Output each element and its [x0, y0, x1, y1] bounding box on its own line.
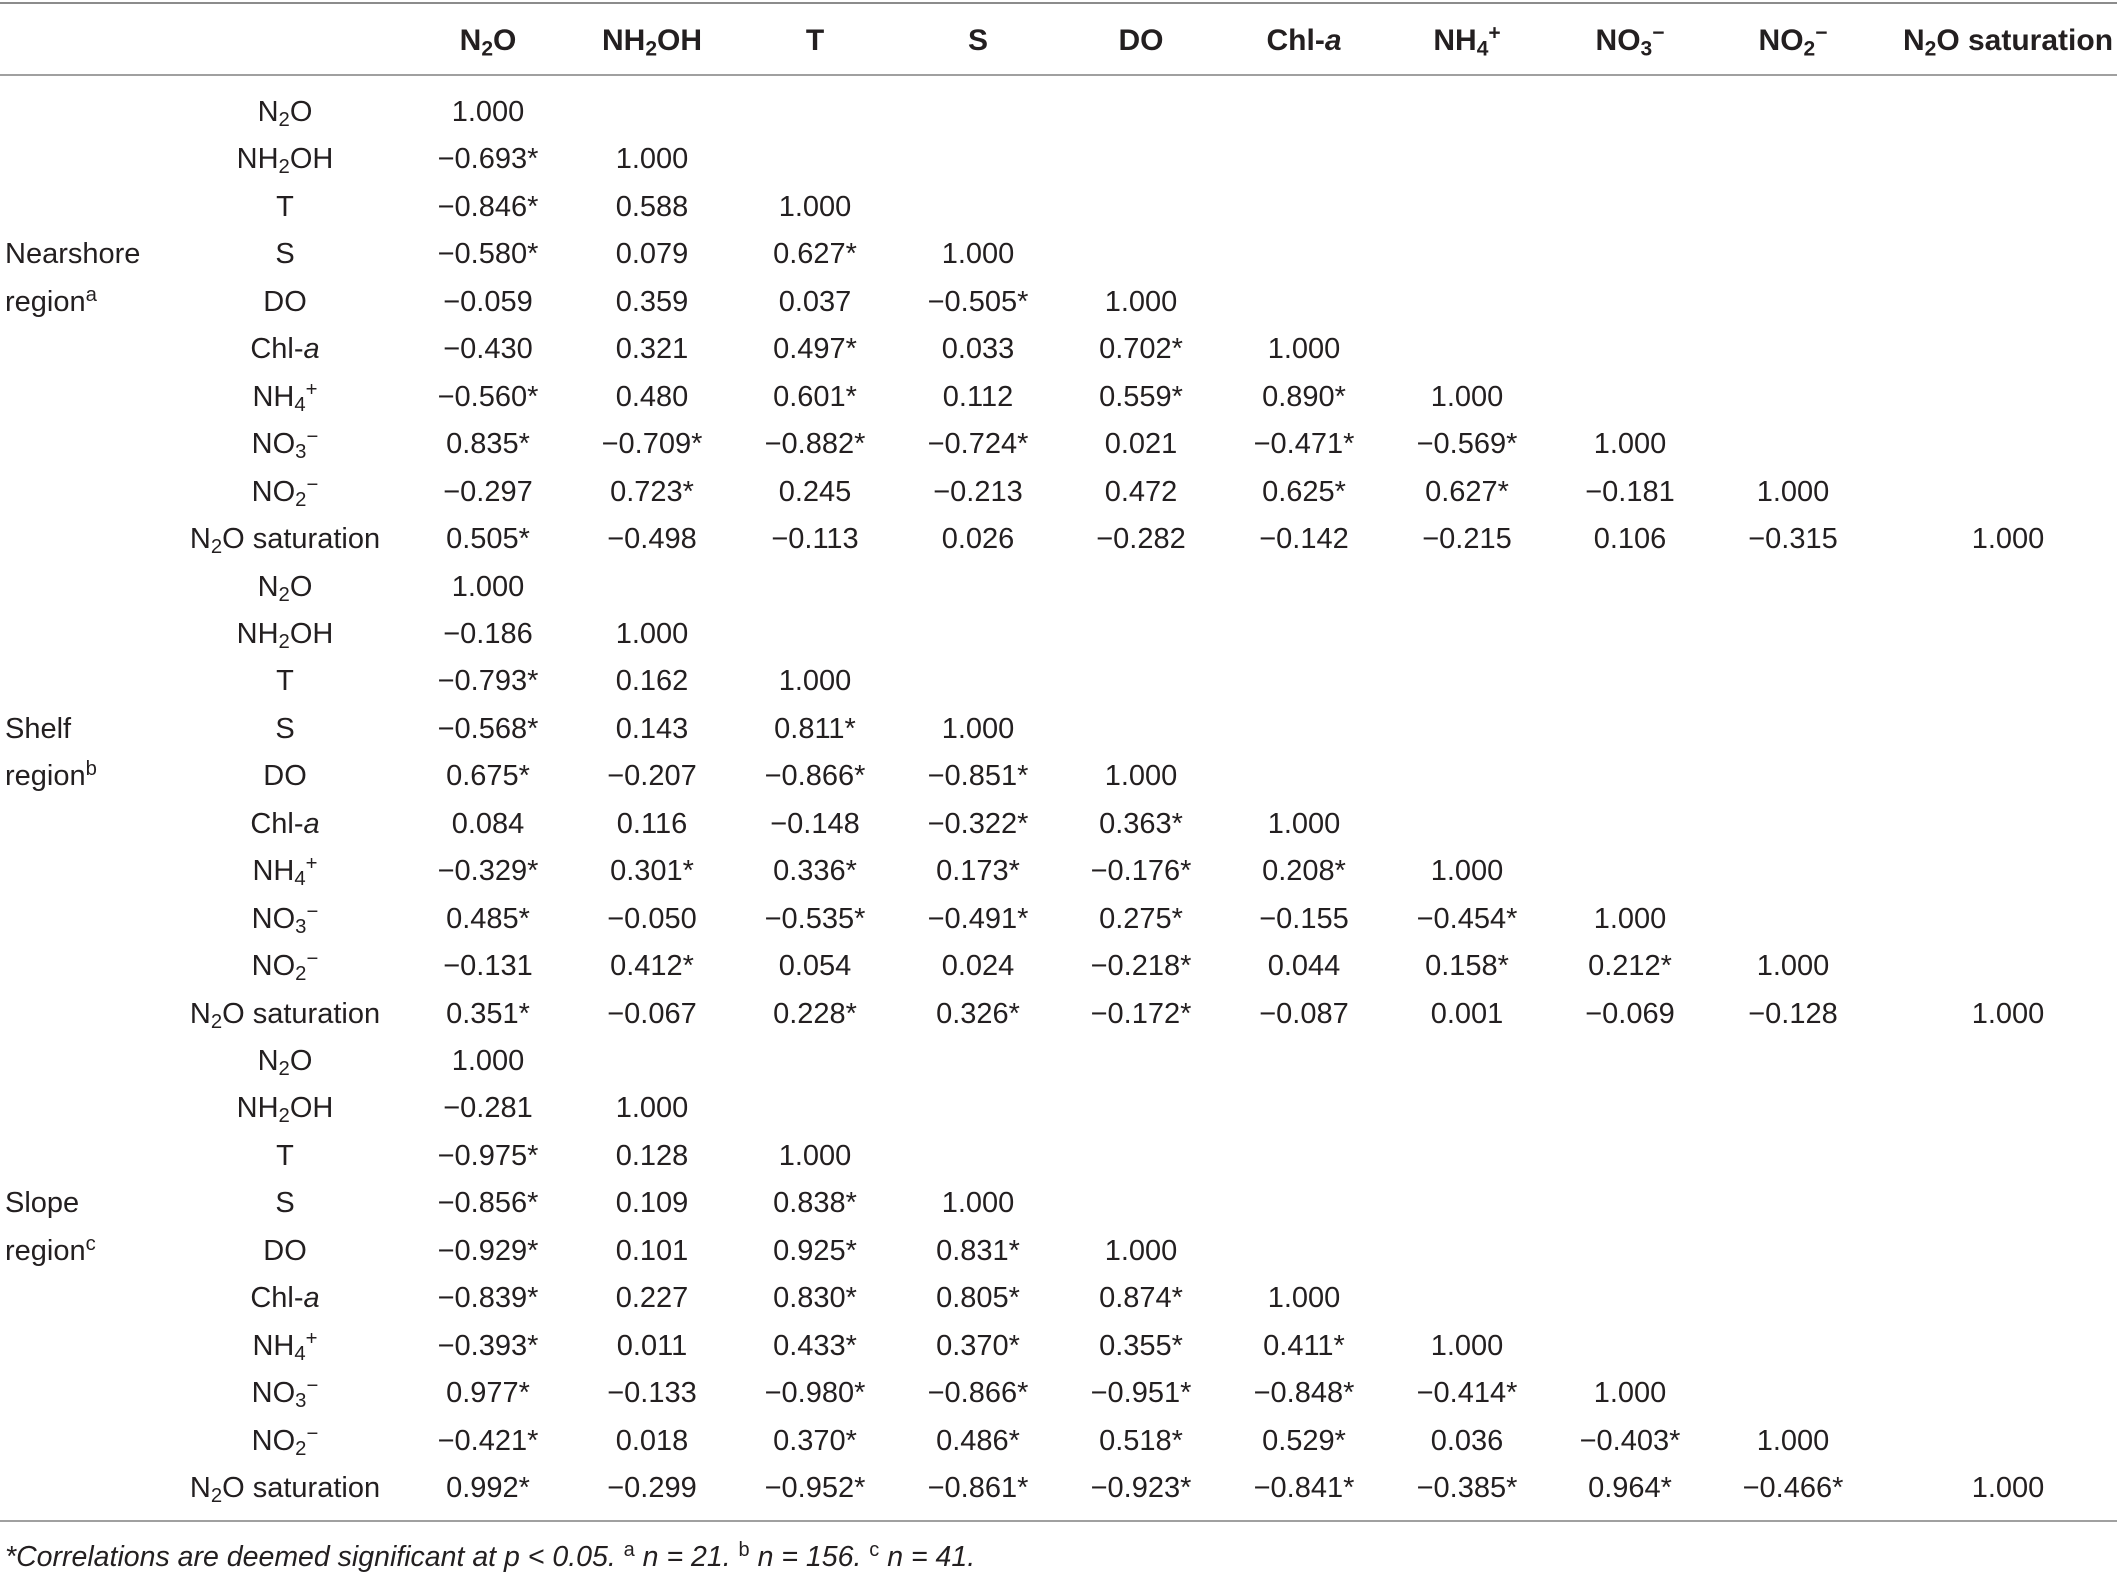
table-cell: 0.964* [1588, 1472, 1672, 1505]
table-cell: −0.218* [1090, 950, 1192, 983]
table-cell: −0.491* [927, 902, 1029, 935]
table-cell: 0.486* [936, 1424, 1020, 1457]
table-cell: 1.000 [1104, 760, 1178, 793]
row-label-nh4: $NH_4^+$ [252, 1327, 318, 1365]
row-label-no3: $NO_3^-$ [251, 900, 319, 938]
row-label-n2o: $N_2O$ [257, 96, 313, 132]
table-cell: 1.000 [941, 238, 1015, 271]
table-cell: −0.560* [437, 380, 539, 413]
footnote-a: n = 21. [642, 1541, 731, 1573]
table-cell: −0.841* [1253, 1472, 1355, 1505]
table-cell: 0.675* [446, 760, 530, 793]
column-header-chl-a: Chl-a [1266, 24, 1342, 57]
table-cell: 1.000 [451, 1045, 525, 1077]
table-cell: 0.208* [1262, 855, 1346, 888]
table-cell: 0.992* [446, 1472, 530, 1505]
table-cell: 1.000 [941, 1187, 1015, 1220]
table-cell: −0.133 [607, 1377, 697, 1410]
table-cell: −0.181 [1585, 475, 1675, 508]
row-label-nh2oh: $NH_2OH$ [236, 617, 334, 653]
row-label-nh4: $NH_4^+$ [252, 378, 318, 416]
table-cell: 0.559* [1099, 380, 1183, 413]
row-label-n2o: $N_2O$ [257, 570, 313, 606]
row-label-t: T [276, 190, 294, 223]
table-cell: 1.000 [1430, 855, 1504, 888]
table-cell: 0.890* [1262, 380, 1346, 413]
table-cell: 0.212* [1588, 950, 1672, 983]
table-cell: −0.980* [764, 1377, 866, 1410]
table-cell: −0.498 [607, 523, 697, 556]
table-cell: 1.000 [1593, 1377, 1667, 1410]
row-label-no3: $NO_3^-$ [251, 1375, 319, 1413]
table-cell: −0.281 [443, 1092, 533, 1125]
table-cell: −0.131 [443, 950, 533, 983]
row-label-no2: $NO_2^-$ [251, 947, 319, 986]
column-header-nh4: $NH_4^+$ [1433, 21, 1501, 61]
row-label-n2o-saturation: $N_2O$ saturation [189, 523, 381, 559]
table-cell: −0.087 [1259, 997, 1349, 1030]
table-cell: 0.702* [1099, 333, 1183, 366]
top-rule [0, 2, 2117, 4]
table-cell: −0.172* [1090, 997, 1192, 1030]
table-cell: 0.831* [936, 1234, 1020, 1267]
region-footnote-mark: b [85, 758, 97, 781]
table-cell: 0.805* [936, 1282, 1020, 1315]
table-cell: 0.101 [615, 1234, 689, 1267]
table-cell: 0.116 [616, 807, 688, 840]
row-label-do: DO [263, 1234, 307, 1267]
table-cell: −0.215 [1422, 523, 1512, 556]
footnote-significance: *Correlations are deemed significant at p < 0.05. [5, 1541, 616, 1573]
table-cell: −0.846* [437, 190, 539, 223]
row-label-no2: $NO_2^-$ [251, 473, 319, 511]
table-cell: 1.000 [778, 665, 852, 698]
table-cell: −0.297 [443, 475, 533, 508]
footnote-mark-c: c [869, 1539, 880, 1562]
row-label-chl-a: Chl-a [250, 333, 320, 366]
table-cell: 0.158* [1425, 950, 1509, 983]
row-label-s: S [275, 712, 295, 745]
column-header-n2o: $N_2O$ [459, 24, 517, 61]
table-cell: −0.329* [437, 855, 539, 888]
table-cell: −0.069 [1585, 997, 1675, 1030]
table-cell: 0.588 [615, 190, 689, 223]
table-cell: 0.143 [615, 712, 689, 745]
table-cell: 0.018 [615, 1424, 689, 1457]
table-cell: −0.568* [437, 712, 539, 745]
row-label-no2: $NO_2^-$ [251, 1422, 319, 1460]
table-cell: −0.385* [1416, 1472, 1518, 1505]
row-label-t: T [276, 1139, 294, 1172]
table-cell: 0.830* [773, 1282, 857, 1315]
region-footnote-mark: c [85, 1232, 96, 1255]
table-cell: −0.951* [1090, 1377, 1192, 1410]
table-cell: 0.874* [1099, 1282, 1183, 1315]
table-cell: −0.315 [1748, 523, 1838, 556]
table-cell: 1.000 [1267, 1282, 1341, 1315]
table-cell: 0.518* [1099, 1424, 1183, 1457]
table-cell: 0.472 [1104, 475, 1178, 508]
column-header-nh2oh: $NH_2OH$ [601, 24, 703, 61]
region-label: Slope region$^c$ [5, 1187, 96, 1267]
table-cell: 0.977* [446, 1377, 530, 1410]
table-cell: −0.693* [437, 143, 539, 176]
bottom-rule [0, 1520, 2117, 1522]
table-cell: 0.723* [610, 475, 694, 508]
table-cell: 1.000 [615, 143, 689, 176]
table-cell: 1.000 [1971, 1472, 2045, 1505]
table-cell: 0.037 [778, 285, 852, 318]
table-footnote [5, 1540, 975, 1574]
footnote-c: n = 41. [887, 1541, 976, 1573]
table-cell: −0.142 [1259, 523, 1349, 556]
table-cell: 0.321 [615, 333, 689, 366]
table-cell: 0.411* [1263, 1329, 1345, 1362]
table-cell: 1.000 [778, 1139, 852, 1172]
table-cell: −0.322* [927, 807, 1029, 840]
column-header-t: T [805, 24, 825, 57]
table-cell: 0.811* [774, 712, 856, 745]
table-cell: 0.359 [615, 285, 689, 318]
table-cell: 0.627* [773, 238, 857, 271]
table-cell: 1.000 [451, 96, 525, 128]
row-label-chl-a: Chl-a [250, 1282, 320, 1315]
table-cell: 0.497* [773, 333, 857, 366]
table-cell: −0.186 [443, 617, 533, 650]
table-cell: 0.925* [773, 1234, 857, 1267]
table-cell: 0.173* [936, 855, 1020, 888]
row-label-n2o-saturation: $N_2O$ saturation [189, 997, 381, 1033]
table-cell: 1.000 [1430, 380, 1504, 413]
table-cell: 0.838* [773, 1187, 857, 1220]
table-cell: 0.625* [1262, 475, 1346, 508]
table-cell: 1.000 [1756, 950, 1830, 983]
table-cell: −0.866* [927, 1377, 1029, 1410]
table-cell: 0.601* [773, 380, 857, 413]
table-cell: −0.848* [1253, 1377, 1355, 1410]
row-label-n2o: $N_2O$ [257, 1045, 313, 1081]
table-cell: −0.709* [601, 428, 703, 461]
row-label-t: T [276, 665, 294, 698]
table-cell: 0.112 [942, 380, 1014, 413]
table-cell: 0.084 [451, 807, 525, 840]
column-header-no3: $NO_3^-$ [1595, 21, 1665, 61]
table-cell: 1.000 [1756, 475, 1830, 508]
table-cell: 0.245 [778, 475, 852, 508]
table-cell: 0.370* [773, 1424, 857, 1457]
column-header-do: DO [1118, 24, 1164, 57]
table-cell: −0.067 [607, 997, 697, 1030]
table-cell: 0.529* [1262, 1424, 1346, 1457]
table-cell: −0.569* [1416, 428, 1518, 461]
table-cell: −0.113 [771, 523, 859, 556]
table-cell: 0.044 [1267, 950, 1341, 983]
table-cell: 0.505* [446, 523, 530, 556]
table-cell: 1.000 [1430, 1329, 1504, 1362]
table-cell: −0.952* [764, 1472, 866, 1505]
table-cell: 1.000 [1267, 807, 1341, 840]
row-label-s: S [275, 238, 295, 271]
table-cell: −0.580* [437, 238, 539, 271]
table-cell: −0.724* [927, 428, 1029, 461]
table-cell: −0.050 [607, 902, 697, 935]
table-cell: −0.430 [443, 333, 533, 366]
table-cell: 0.079 [615, 238, 689, 271]
row-label-nh2oh: $NH_2OH$ [236, 1092, 334, 1128]
table-cell: 1.000 [1756, 1424, 1830, 1457]
table-cell: 0.021 [1104, 428, 1178, 461]
table-cell: 0.336* [773, 855, 857, 888]
row-label-n2o-saturation: $N_2O$ saturation [189, 1472, 381, 1508]
table-cell: 0.351* [446, 997, 530, 1030]
header-rule [0, 74, 2117, 76]
table-cell: 0.227 [615, 1282, 689, 1315]
table-cell: −0.403* [1579, 1424, 1681, 1457]
table-cell: 0.355* [1099, 1329, 1183, 1362]
table-cell: −0.393* [437, 1329, 539, 1362]
table-cell: −0.421* [437, 1424, 539, 1457]
table-cell: 0.109 [615, 1187, 689, 1220]
table-cell: 1.000 [615, 1092, 689, 1125]
table-cell: −0.929* [437, 1234, 539, 1267]
footnote-mark-b: b [738, 1539, 750, 1562]
row-label-chl-a: Chl-a [250, 807, 320, 840]
table-cell: −0.851* [927, 760, 1029, 793]
table-cell: 0.026 [941, 523, 1015, 556]
row-label-do: DO [263, 285, 307, 318]
table-cell: 0.835* [446, 428, 530, 461]
table-cell: 0.433* [773, 1329, 857, 1362]
column-header-no2: $NO_2^-$ [1758, 21, 1828, 61]
table-cell: 1.000 [1971, 523, 2045, 556]
table-cell: −0.176* [1090, 855, 1192, 888]
table-cell: −0.128 [1748, 997, 1838, 1030]
table-cell: 0.036 [1430, 1424, 1504, 1457]
row-label-do: DO [263, 760, 307, 793]
table-cell: 1.000 [615, 617, 689, 650]
table-cell: −0.155 [1259, 902, 1349, 935]
region-label: Nearshore region$^a$ [5, 238, 141, 318]
table-cell: 1.000 [1593, 902, 1667, 935]
table-cell: 0.485* [446, 902, 530, 935]
row-label-nh2oh: $NH_2OH$ [236, 143, 334, 179]
table-cell: 0.128 [615, 1139, 689, 1172]
table-cell: −0.535* [764, 902, 866, 935]
table-cell: 0.011 [616, 1329, 688, 1362]
table-cell: 0.301* [610, 855, 694, 888]
table-cell: −0.282 [1096, 523, 1186, 556]
column-header-n2o-saturation: $N_2O$ saturation [1902, 24, 2114, 61]
table-cell: 1.000 [1593, 428, 1667, 461]
table-cell: −0.148 [770, 807, 860, 840]
table-cell: −0.505* [927, 285, 1029, 318]
table-cell: −0.454* [1416, 902, 1518, 935]
region-footnote-mark: a [85, 283, 97, 306]
table-cell: −0.866* [764, 760, 866, 793]
footnote-mark-a: a [623, 1539, 635, 1562]
table-cell: 1.000 [1267, 333, 1341, 366]
row-label-nh4: $NH_4^+$ [252, 853, 318, 891]
table-cell: 1.000 [778, 190, 852, 223]
table-cell: 0.326* [936, 997, 1020, 1030]
table-cell: −0.207 [607, 760, 697, 793]
table-cell: 1.000 [1104, 285, 1178, 318]
table-cell: 0.363* [1099, 807, 1183, 840]
table-cell: 0.033 [941, 333, 1015, 366]
table-cell: 1.000 [941, 712, 1015, 745]
table-cell: 0.412* [610, 950, 694, 983]
table-cell: −0.856* [437, 1187, 539, 1220]
table-cell: 0.228* [773, 997, 857, 1030]
table-cell: 0.275* [1099, 902, 1183, 935]
table-cell: −0.213 [933, 475, 1023, 508]
table-cell: −0.975* [437, 1139, 539, 1172]
column-header-s: S [967, 24, 989, 57]
table-cell: 0.627* [1425, 475, 1509, 508]
row-label-no3: $NO_3^-$ [251, 426, 319, 464]
table-cell: −0.059 [443, 285, 533, 318]
table-cell: −0.839* [437, 1282, 539, 1315]
table-cell: 0.162 [615, 665, 689, 698]
table-cell: 0.370* [936, 1329, 1020, 1362]
table-cell: 0.024 [941, 950, 1015, 983]
table-cell: −0.861* [927, 1472, 1029, 1505]
table-cell: −0.923* [1090, 1472, 1192, 1505]
table-cell: 1.000 [451, 570, 525, 603]
table-cell: −0.466* [1742, 1472, 1844, 1505]
table-cell: 0.106 [1593, 523, 1667, 556]
table-cell: 0.054 [778, 950, 852, 983]
row-label-s: S [275, 1187, 295, 1220]
region-label: Shelf region$^b$ [5, 712, 97, 793]
table-cell: 1.000 [1104, 1234, 1178, 1267]
table-cell: 0.480 [615, 380, 689, 413]
table-cell: −0.414* [1416, 1377, 1518, 1410]
footnote-b: n = 156. [757, 1541, 862, 1573]
table-cell: 1.000 [1971, 997, 2045, 1030]
table-cell: −0.299 [607, 1472, 697, 1505]
table-cell: −0.471* [1253, 428, 1355, 461]
table-cell: −0.882* [764, 428, 866, 461]
table-cell: 0.001 [1430, 997, 1504, 1030]
table-cell: −0.793* [437, 665, 539, 698]
